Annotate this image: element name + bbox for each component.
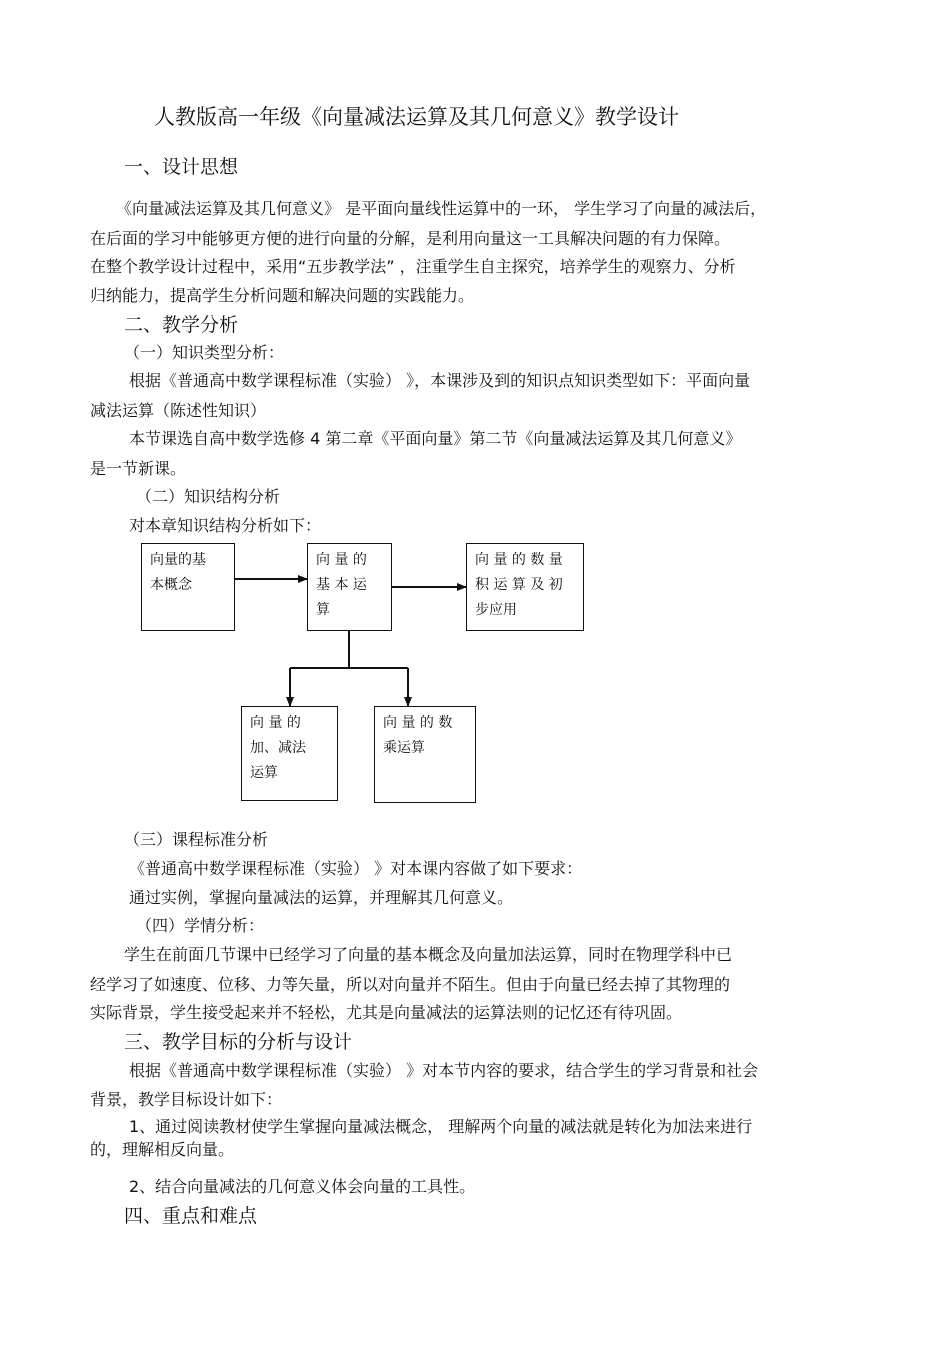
paragraph-line: 的，理解相反向量。 [90,1140,235,1159]
section-heading-key-points: 四、重点和难点 [124,1205,258,1227]
paragraph-line: 对本章知识结构分析如下： [129,516,322,535]
subheading-knowledge-structure: （二）知识结构分析 [136,487,281,506]
document-title: 人教版高一年级《向量减法运算及其几何意义》教学设计 [154,105,679,129]
section-heading-design-idea: 一、设计思想 [124,156,239,178]
paragraph-line: 本节课选自高中数学选修 4 第二章《平面向量》第二节《向量减法运算及其几何意义》 [129,429,742,448]
paragraph-line: 2、结合向量减法的几何意义体会向量的工具性。 [129,1177,476,1196]
diagram-box-add-subtract: 向 量 的 加、减法 运算 [241,706,338,801]
paragraph-line: 实际背景，学生接受起来并不轻松，尤其是向量减法的运算法则的记忆还有待巩固。 [90,1003,683,1022]
paragraph-line: 《普通高中数学课程标准（实验） 》对本课内容做了如下要求： [129,859,583,878]
paragraph-line: 经学习了如速度、位移、力等矢量，所以对向量并不陌生。但由于向量已经去掉了其物理的 [90,975,731,994]
section-heading-teaching-goals: 三、教学目标的分析与设计 [124,1031,353,1053]
paragraph-line: 通过实例，掌握向量减法的运算，并理解其几何意义。 [129,888,514,907]
paragraph-line: 归纳能力，提高学生分析问题和解决问题的实践能力。 [90,286,475,305]
paragraph-line: 根据《普通高中数学课程标准（实验） 》对本节内容的要求，结合学生的学习背景和社会 [129,1061,759,1080]
paragraph-line: 1、通过阅读教材使学生掌握向量减法概念， 理解两个向量的减法就是转化为加法来进行 [129,1117,753,1136]
paragraph-line: 减法运算（陈述性知识） [90,401,267,420]
diagram-box-basic-operations: 向 量 的 基 本 运 算 [307,543,392,631]
subheading-knowledge-type: （一）知识类型分析： [124,343,285,362]
paragraph-line: 在后面的学习中能够更方便的进行向量的分解，是利用向量这一工具解决问题的有力保障。 [90,229,731,248]
paragraph-line: 根据《普通高中数学课程标准（实验） 》，本课涉及到的知识点知识类型如下：平面向量 [129,371,751,390]
subheading-student-analysis: （四）学情分析： [136,916,265,935]
diagram-box-dot-product: 向 量 的 数 量 积 运 算 及 初 步应用 [466,543,584,631]
section-heading-teaching-analysis: 二、教学分析 [124,314,239,336]
paragraph-line: 学生在前面几节课中已经学习了向量的基本概念及向量加法运算，同时在物理学科中已 [124,945,733,964]
diagram-box-basic-concepts: 向量的基 本概念 [141,543,235,631]
subheading-curriculum-standard: （三）课程标准分析 [124,830,269,849]
diagram-box-scalar-multiplication: 向 量 的 数 乘运算 [374,706,476,803]
paragraph-line: 背景，教学目标设计如下： [90,1090,283,1109]
paragraph-line: 是一节新课。 [90,459,187,478]
paragraph-line: 在整个教学设计过程中，采用“五步教学法” ，注重学生自主探究，培养学生的观察力、分析 [90,257,736,276]
paragraph-line: 《向量减法运算及其几何意义》 是平面向量线性运算中的一环， 学生学习了向量的减法后， [116,199,767,218]
